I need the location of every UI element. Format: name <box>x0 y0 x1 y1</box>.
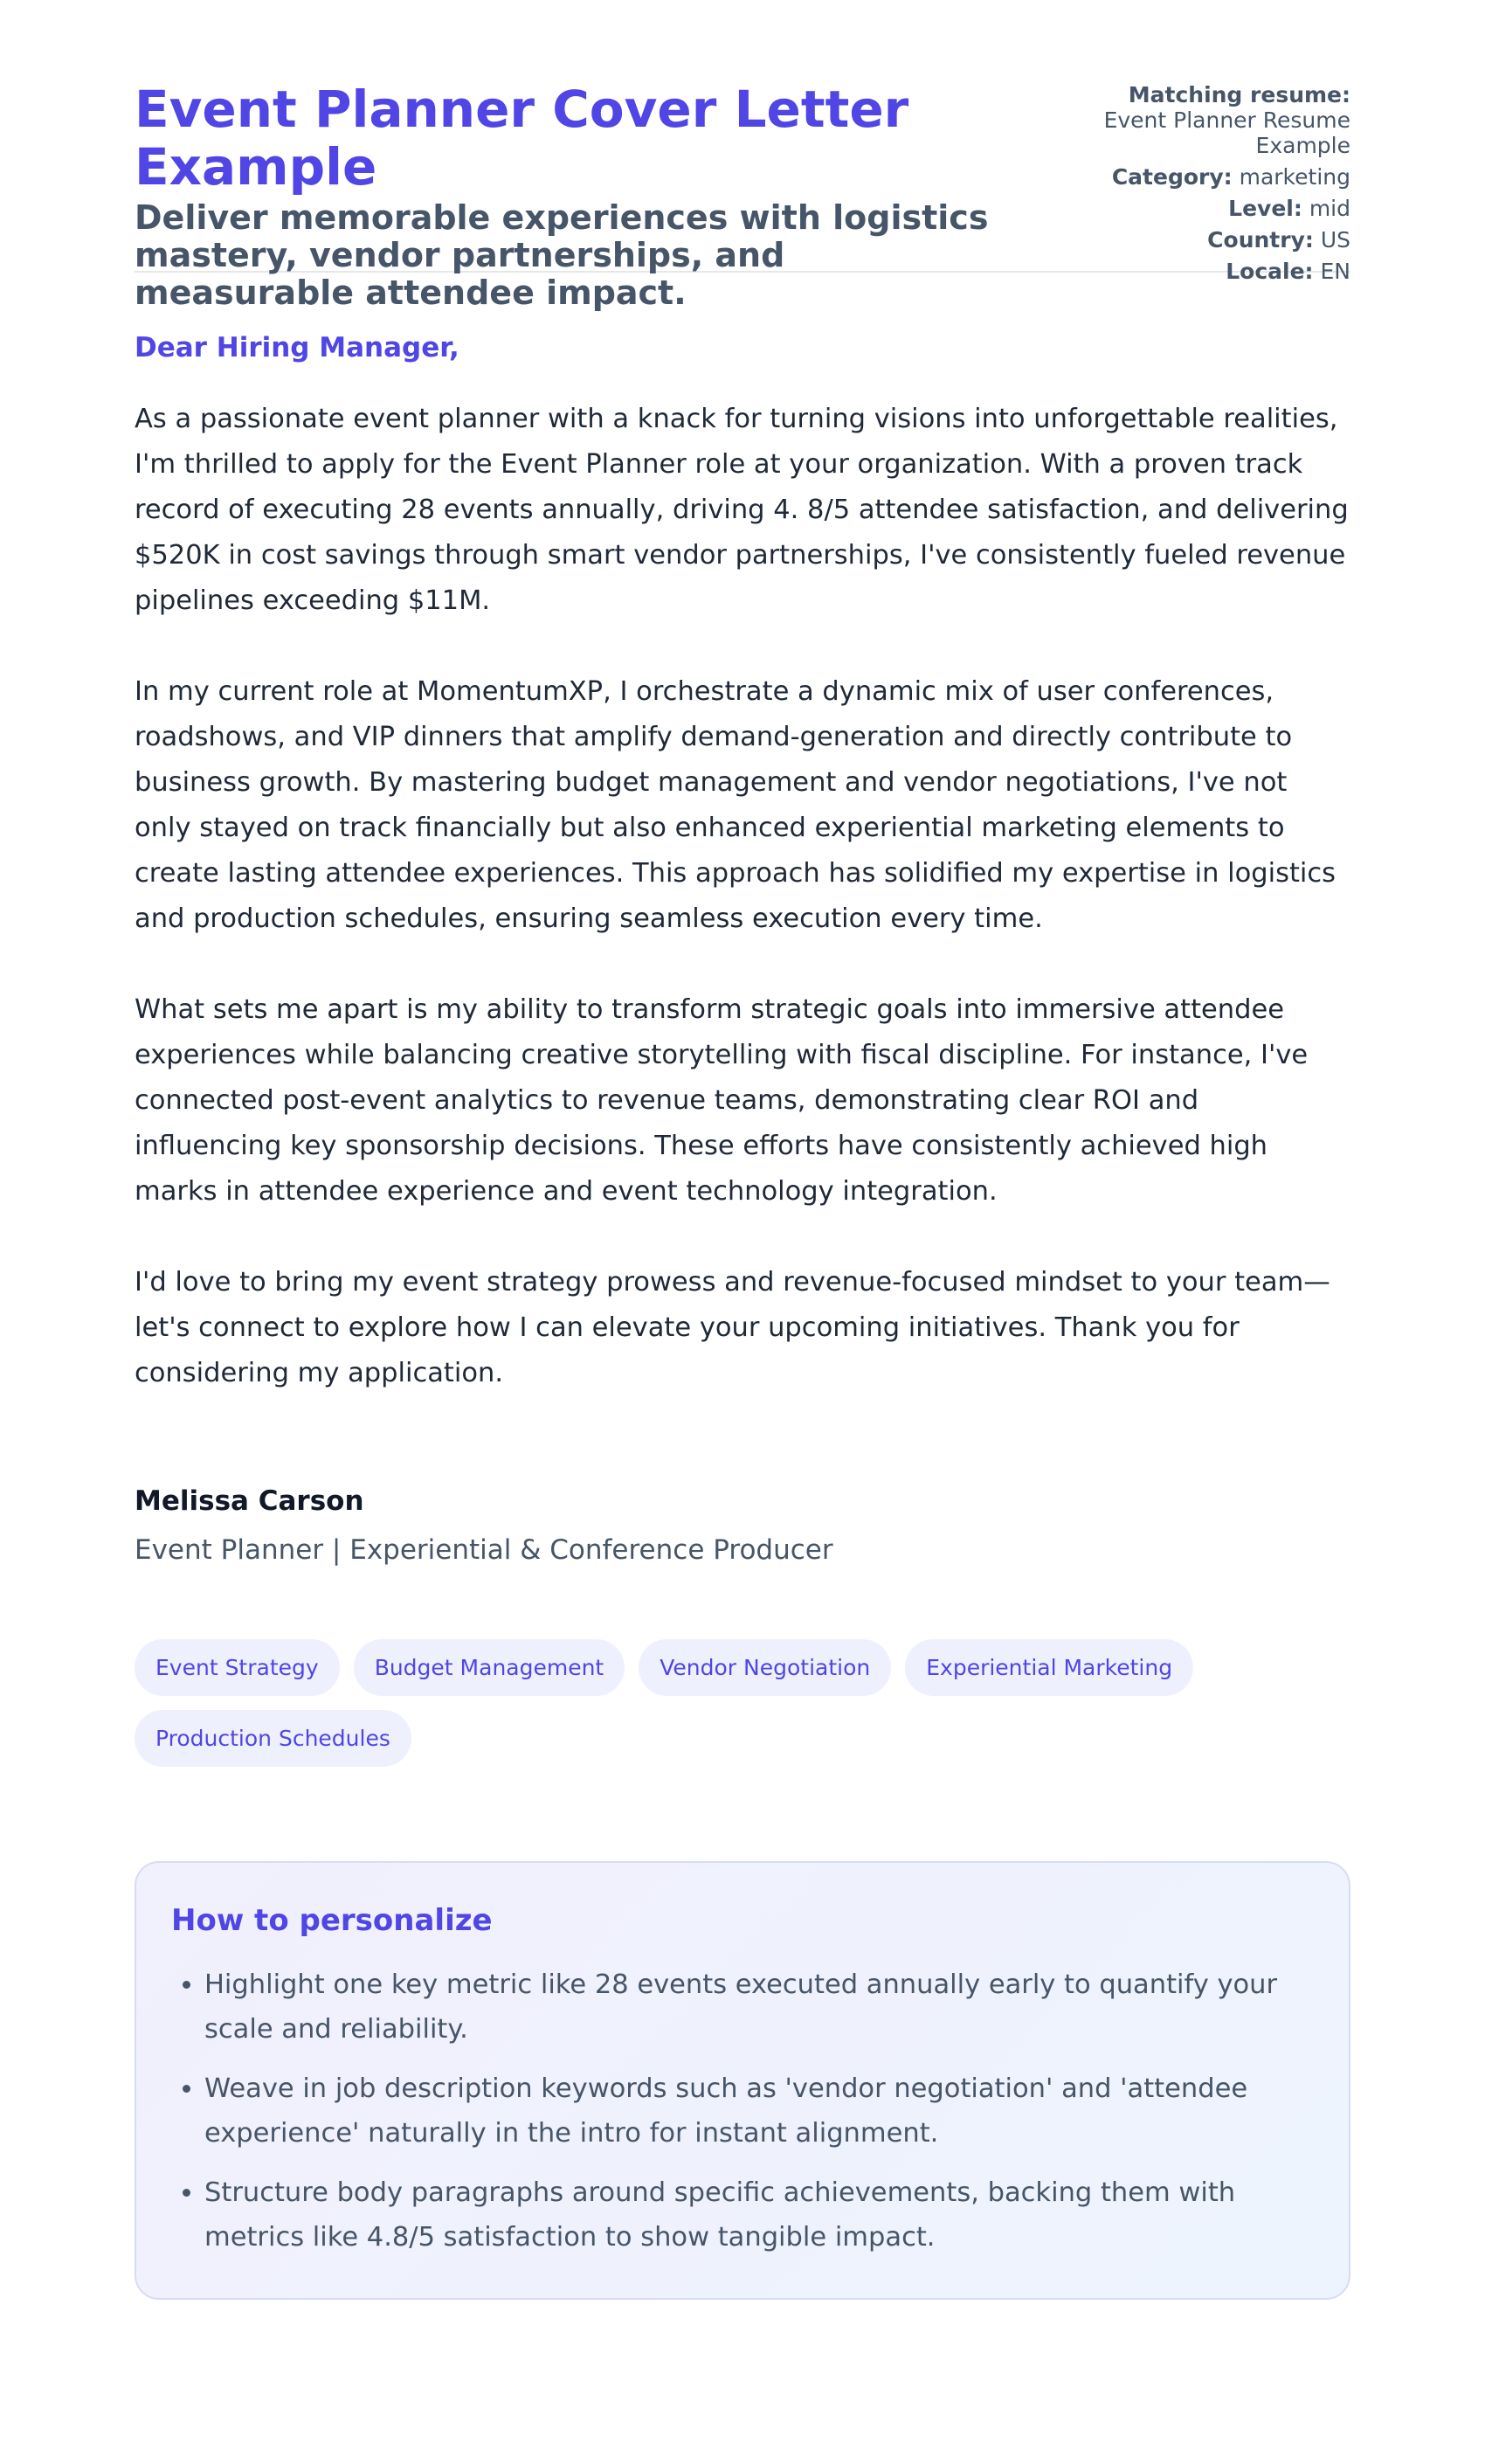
letter-greeting: Dear Hiring Manager, <box>135 332 459 363</box>
skill-tag: Event Strategy <box>135 1639 340 1696</box>
meta-level <box>1062 196 1350 221</box>
meta-level-value: mid <box>1309 196 1350 221</box>
meta-category-label: Category: <box>1111 164 1233 190</box>
tips-title: How to personalize <box>171 1903 493 1938</box>
meta-resume-label: Matching resume: <box>1128 82 1350 107</box>
meta-panel <box>1062 82 1350 290</box>
skill-tags <box>135 1639 1350 1767</box>
meta-locale <box>1062 259 1350 284</box>
letter-paragraph: In my current role at MomentumXP, I orchestrate a dynamic mix of user conferences, roadshows, and VIP dinners that amplify demand-generation and directly contribute to business growth. By mastering budget management and vendor negotiations, I've not only stayed on track financially but also enhanced experiential marketing elements to create lasting attendee experiences. This approach has solidified my expertise in logistics and production schedules, ensuring seamless execution every time. <box>135 676 1336 934</box>
meta-country <box>1062 227 1350 253</box>
meta-country-value: US <box>1320 227 1350 253</box>
personalize-tips-box <box>135 1861 1350 2300</box>
letter-body <box>135 330 1350 1396</box>
page-header <box>135 0 1350 312</box>
skill-tag: Production Schedules <box>135 1710 411 1767</box>
meta-category <box>1062 164 1350 190</box>
signature-block <box>135 1484 1350 1568</box>
skill-tag: Vendor Negotiation <box>639 1639 891 1696</box>
meta-locale-label: Locale: <box>1226 259 1314 284</box>
page-title: Event Planner Cover Letter Example <box>135 80 909 197</box>
skill-tag: Budget Management <box>354 1639 625 1696</box>
signature-title: Event Planner | Experiential & Conference Producer <box>135 1534 833 1566</box>
meta-country-label: Country: <box>1207 227 1314 253</box>
tip-item: • Weave in job description keywords such as 'vendor negotiation' and 'attendee experience' naturally in the intro for instant alignment. <box>204 2066 1314 2156</box>
tip-item: • Highlight one key metric like 28 events executed annually early to quantify your scale and reliability. <box>204 1962 1314 2052</box>
meta-resume <box>1062 82 1350 158</box>
letter-paragraph: What sets me apart is my ability to transform strategic goals into immersive attendee experiences while balancing creative storytelling with fiscal discipline. For instance, I've connected post-event analytics to revenue teams, demonstrating clear ROI and influencing key sponsorship decisions. These efforts have consistently achieved high marks in attendee experience and event technology integration. <box>135 994 1309 1207</box>
meta-resume-link[interactable]: Event Planner Resume Example <box>1103 107 1350 158</box>
letter-paragraph: As a passionate event planner with a knack for turning visions into unforgettable realities, I'm thrilled to apply for the Event Planner role at your organization. With a proven track record of executing 28 events annually, driving 4. 8/5 attendee satisfaction, and delivering $520K in cost savings through smart vendor partnerships, I've consistently fueled revenue pipelines exceeding $11M. <box>135 404 1349 616</box>
tip-item: • Structure body paragraphs around specific achievements, backing them with metrics like 4.8/5 satisfaction to show tangible impact. <box>204 2170 1314 2260</box>
page-subtitle: Deliver memorable experiences with logistics mastery, vendor partnerships, and measurable attendee impact. <box>135 198 989 312</box>
signature-name: Melissa Carson <box>135 1485 364 1517</box>
meta-level-label: Level: <box>1228 196 1302 221</box>
letter-paragraph: I'd love to bring my event strategy prowess and revenue-focused mindset to your team—let's connect to explore how I can elevate your upcoming initiatives. Thank you for considering my application. <box>135 1267 1330 1388</box>
meta-category-value: marketing <box>1239 164 1350 190</box>
meta-locale-value: EN <box>1320 259 1350 284</box>
tips-list <box>171 1962 1314 2260</box>
skill-tag: Experiential Marketing <box>905 1639 1193 1696</box>
